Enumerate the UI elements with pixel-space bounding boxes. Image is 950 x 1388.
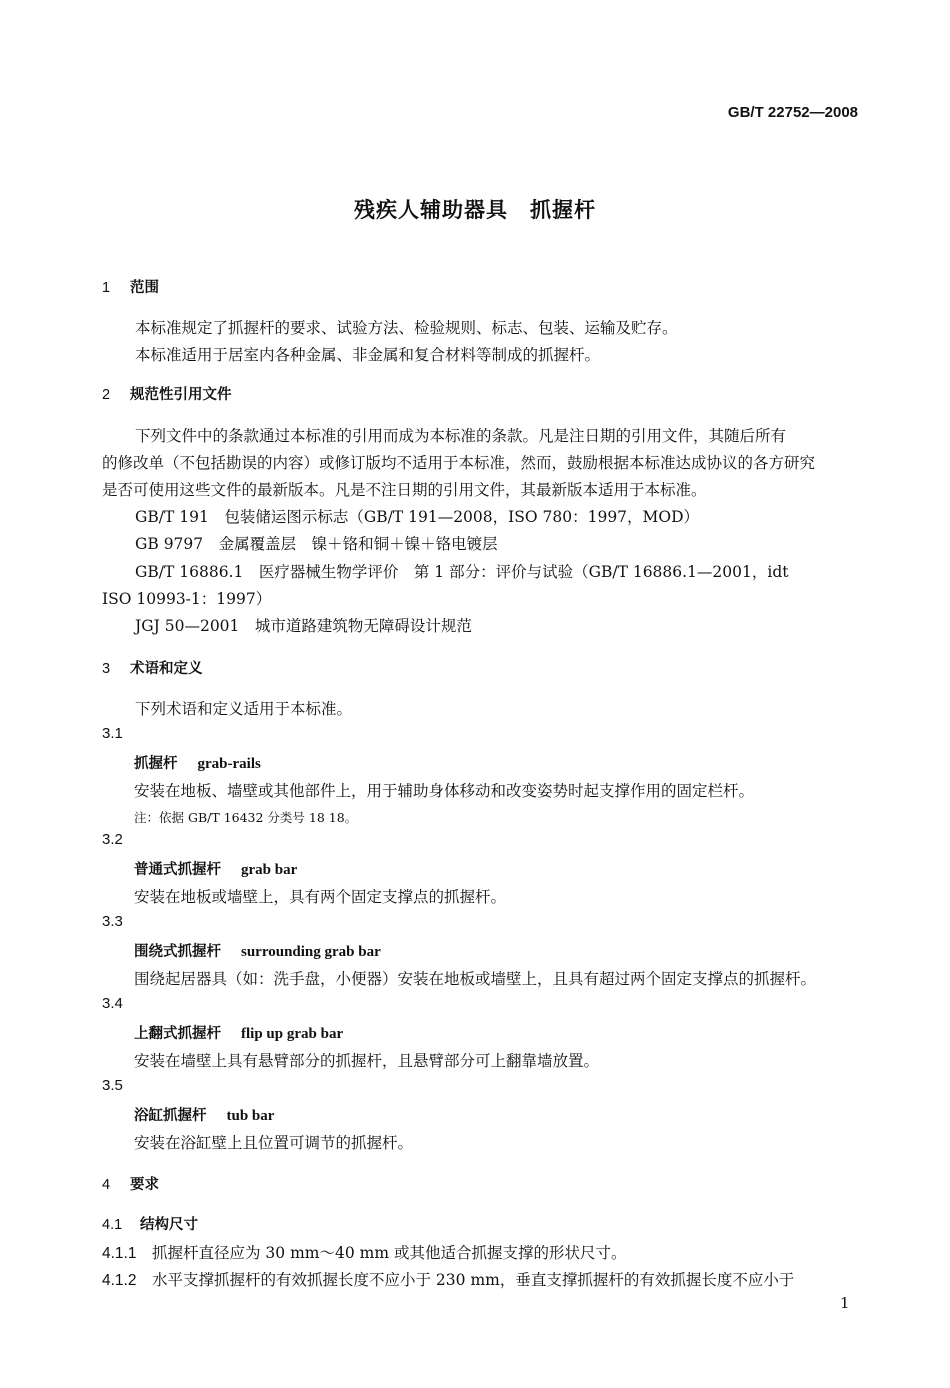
normative-reference: GB/T 191 包装储运图示标志（GB/T 191—2008，ISO 780：1997，MOD） bbox=[135, 508, 700, 526]
term-en: flip up grab bar bbox=[241, 1026, 344, 1042]
section-number: 2 bbox=[102, 387, 111, 403]
normative-reference: GB 9797 金属覆盖层 镍＋铬和铜＋镍＋铬电镀层 bbox=[135, 535, 498, 553]
normative-reference-continued: ISO 10993-1：1997） bbox=[102, 590, 272, 608]
term-number: 3.1 bbox=[102, 725, 123, 742]
clause-line bbox=[102, 1241, 626, 1263]
paragraph-line: 是否可使用这些文件的最新版本。凡是不注日期的引用文件，其最新版本适用于本标准。 bbox=[102, 481, 707, 499]
section-1-heading bbox=[102, 276, 159, 297]
term-definition: 安装在地板或墙壁上，具有两个固定支撑点的抓握杆。 bbox=[134, 888, 507, 906]
term-en: grab bar bbox=[241, 862, 298, 878]
term-heading bbox=[134, 1022, 343, 1043]
standard-code: GB/T 22752—2008 bbox=[727, 104, 858, 121]
term-heading bbox=[134, 940, 381, 961]
section-number: 3 bbox=[102, 661, 111, 677]
term-definition: 安装在墙壁上具有悬臂部分的抓握杆，且悬臂部分可上翻靠墙放置。 bbox=[134, 1052, 600, 1070]
term-heading bbox=[134, 752, 261, 773]
paragraph: 本标准规定了抓握杆的要求、试验方法、检验规则、标志、包装、运输及贮存。 bbox=[135, 319, 678, 337]
term-zh: 围绕式抓握杆 bbox=[134, 944, 221, 960]
clause-line bbox=[102, 1268, 794, 1290]
term-zh: 抓握杆 bbox=[134, 756, 178, 772]
subsection-number: 4.1 bbox=[102, 1217, 123, 1233]
clause-number: 4.1.1 bbox=[102, 1245, 137, 1262]
subsection-title: 结构尺寸 bbox=[140, 1217, 198, 1233]
section-2-heading bbox=[102, 383, 232, 404]
paragraph-line: 的修改单（不包括勘误的内容）或修订版均不适用于本标准，然而，鼓励根据本标准达成协议的各方研究 bbox=[102, 454, 816, 472]
term-en: tub bar bbox=[226, 1108, 275, 1124]
normative-reference: GB/T 16886.1 医疗器械生物学评价 第 1 部分：评价与试验（GB/T 16886.1—2001，idt bbox=[135, 563, 789, 581]
term-heading bbox=[134, 858, 297, 879]
term-heading bbox=[134, 1104, 274, 1125]
clause-text: 水平支撑抓握杆的有效抓握长度不应小于 230 mm，垂直支撑抓握杆的有效抓握长度不应小于 bbox=[152, 1271, 795, 1289]
document-title: 残疾人辅助器具 抓握杆 bbox=[354, 198, 596, 222]
term-definition: 安装在浴缸壁上且位置可调节的抓握杆。 bbox=[134, 1134, 414, 1152]
section-title: 要求 bbox=[130, 1177, 159, 1193]
term-definition: 围绕起居器具（如：洗手盘，小便器）安装在地板或墙壁上，且具有超过两个固定支撑点的抓握杆。 bbox=[134, 970, 817, 988]
paragraph: 下列术语和定义适用于本标准。 bbox=[135, 700, 353, 718]
term-zh: 普通式抓握杆 bbox=[134, 862, 221, 878]
clause-number: 4.1.2 bbox=[102, 1272, 137, 1289]
paragraph-line: 下列文件中的条款通过本标准的引用而成为本标准的条款。凡是注日期的引用文件，其随后所有 bbox=[135, 427, 787, 445]
paragraph: 本标准适用于居室内各种金属、非金属和复合材料等制成的抓握杆。 bbox=[135, 346, 601, 364]
term-number: 3.2 bbox=[102, 831, 123, 848]
section-3-heading bbox=[102, 657, 203, 678]
clause-text: 抓握杆直径应为 30 mm～40 mm 或其他适合抓握支撑的形状尺寸。 bbox=[152, 1244, 627, 1262]
section-4-heading bbox=[102, 1173, 159, 1194]
section-title: 规范性引用文件 bbox=[130, 387, 232, 403]
term-en: surrounding grab bar bbox=[241, 944, 381, 960]
normative-reference: JGJ 50—2001 城市道路建筑物无障碍设计规范 bbox=[135, 617, 472, 635]
page-number: 1 bbox=[840, 1294, 850, 1312]
section-title: 术语和定义 bbox=[130, 661, 203, 677]
term-definition: 安装在地板、墙壁或其他部件上，用于辅助身体移动和改变姿势时起支撑作用的固定栏杆。 bbox=[134, 782, 755, 800]
section-number: 4 bbox=[102, 1177, 111, 1193]
term-number: 3.5 bbox=[102, 1077, 123, 1094]
section-title: 范围 bbox=[130, 280, 159, 296]
term-number: 3.4 bbox=[102, 995, 123, 1012]
subsection-heading bbox=[102, 1213, 198, 1234]
term-zh: 浴缸抓握杆 bbox=[134, 1108, 207, 1124]
term-number: 3.3 bbox=[102, 913, 123, 930]
section-number: 1 bbox=[102, 280, 111, 296]
term-note: 注：依据 GB/T 16432 分类号 18 18。 bbox=[134, 810, 358, 825]
term-en: grab-rails bbox=[197, 756, 261, 772]
term-zh: 上翻式抓握杆 bbox=[134, 1026, 221, 1042]
